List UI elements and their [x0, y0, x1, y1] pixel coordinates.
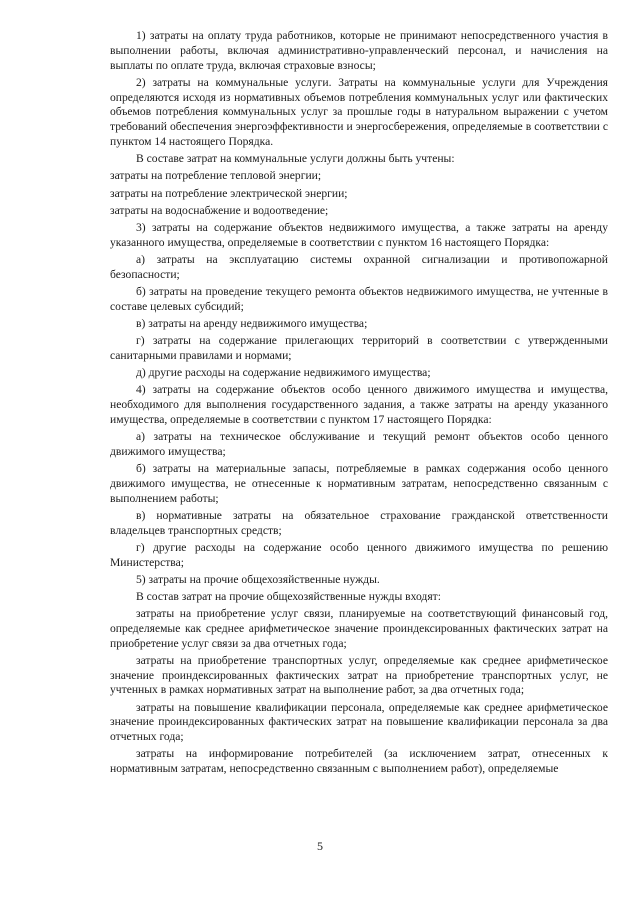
paragraph: г) другие расходы на содержание особо ценного движимого имущества по решению Министерства; — [110, 540, 608, 569]
paragraph: б) затраты на проведение текущего ремонта объектов недвижимого имущества, не учтенные в составе целевых субсидий; — [110, 284, 608, 313]
paragraph: затраты на информирование потребителей (за исключением затрат, отнесенных к нормативным затратам, непосредственно связанным с выполнением работ), определяемые — [110, 747, 608, 776]
paragraph: 2) затраты на коммунальные услуги. Затраты на коммунальные услуги для Учреждения определяются исходя из нормативных объемов потребления коммунальных услуг или фактических объемов потребления коммунальных услуг за прошлые годы в натуральном выражении с учетом требований обеспечения энергоэффективности и энергосбережения, определяемые в соответствии с пунктом 14 настоящего Порядка. — [110, 75, 608, 148]
page-number: 5 — [317, 839, 323, 853]
paragraph: затраты на потребление электрической энергии; — [110, 186, 348, 200]
paragraph: затраты на повышение квалификации персонала, определяемые как среднее арифметическое значение проиндексированных фактических затрат на повышение квалификации персонала за два отчетных года; — [110, 700, 608, 744]
paragraph: 4) затраты на содержание объектов особо ценного движимого имущества и имущества, необходимого для выполнения государственного задания, а также затраты на аренду указанного имущества, определяемые в соответствии с пунктом 17 настоящего Порядка: — [110, 383, 608, 426]
paragraph: а) затраты на эксплуатацию системы охранной сигнализации и противопожарной безопасности; — [110, 252, 608, 281]
paragraph: г) затраты на содержание прилегающих территорий в соответствии с утвержденными санитарными правилами и нормами; — [110, 334, 608, 362]
paragraph: в) затраты на аренду недвижимого имущества; — [136, 316, 368, 330]
paragraph: а) затраты на техническое обслуживание и текущий ремонт объектов особо ценного движимого имущества; — [110, 430, 608, 458]
document-body — [110, 29, 608, 779]
paragraph: 1) затраты на оплату труда работников, которые не принимают непосредственного участия в выполнении работы, включая административно-управленческий персонал, и начисления на выплаты по оплате труда, включая страховые взносы; — [110, 29, 608, 72]
paragraph: 5) затраты на прочие общехозяйственные нужды. — [136, 572, 380, 586]
paragraph: в) нормативные затраты на обязательное страхование гражданской ответственности владельцев транспортных средств; — [110, 508, 608, 537]
paragraph: В состав затрат на прочие общехозяйственные нужды входят: — [136, 589, 441, 603]
paragraph: 3) затраты на содержание объектов недвижимого имущества, а также затраты на аренду указанного имущества, определяемые в соответствии с пунктом 16 настоящего Порядка: — [110, 220, 608, 249]
paragraph: затраты на водоснабжение и водоотведение; — [110, 203, 329, 217]
paragraph: б) затраты на материальные запасы, потребляемые в рамках содержания особо ценного движимого имущества, не отнесенные к нормативным затратам, непосредственно связанным с выполнением работы; — [110, 461, 608, 505]
paragraph: затраты на потребление тепловой энергии; — [110, 169, 322, 183]
paragraph: затраты на приобретение услуг связи, планируемые на соответствующий финансовый год, определяемые как среднее арифметическое значение проиндексированных фактических затрат на приобретение услуг связи за два отчетных года; — [110, 607, 608, 650]
paragraph: д) другие расходы на содержание недвижимого имущества; — [136, 366, 431, 380]
paragraph: В составе затрат на коммунальные услуги должны быть учтены: — [136, 152, 455, 166]
paragraph: затраты на приобретение транспортных услуг, определяемые как среднее арифметическое значение проиндексированных фактических затрат на приобретение транспортных услуг, не учтенных в рамках нормативных затрат на выполнение работ, за два отчетных года; — [110, 653, 608, 697]
